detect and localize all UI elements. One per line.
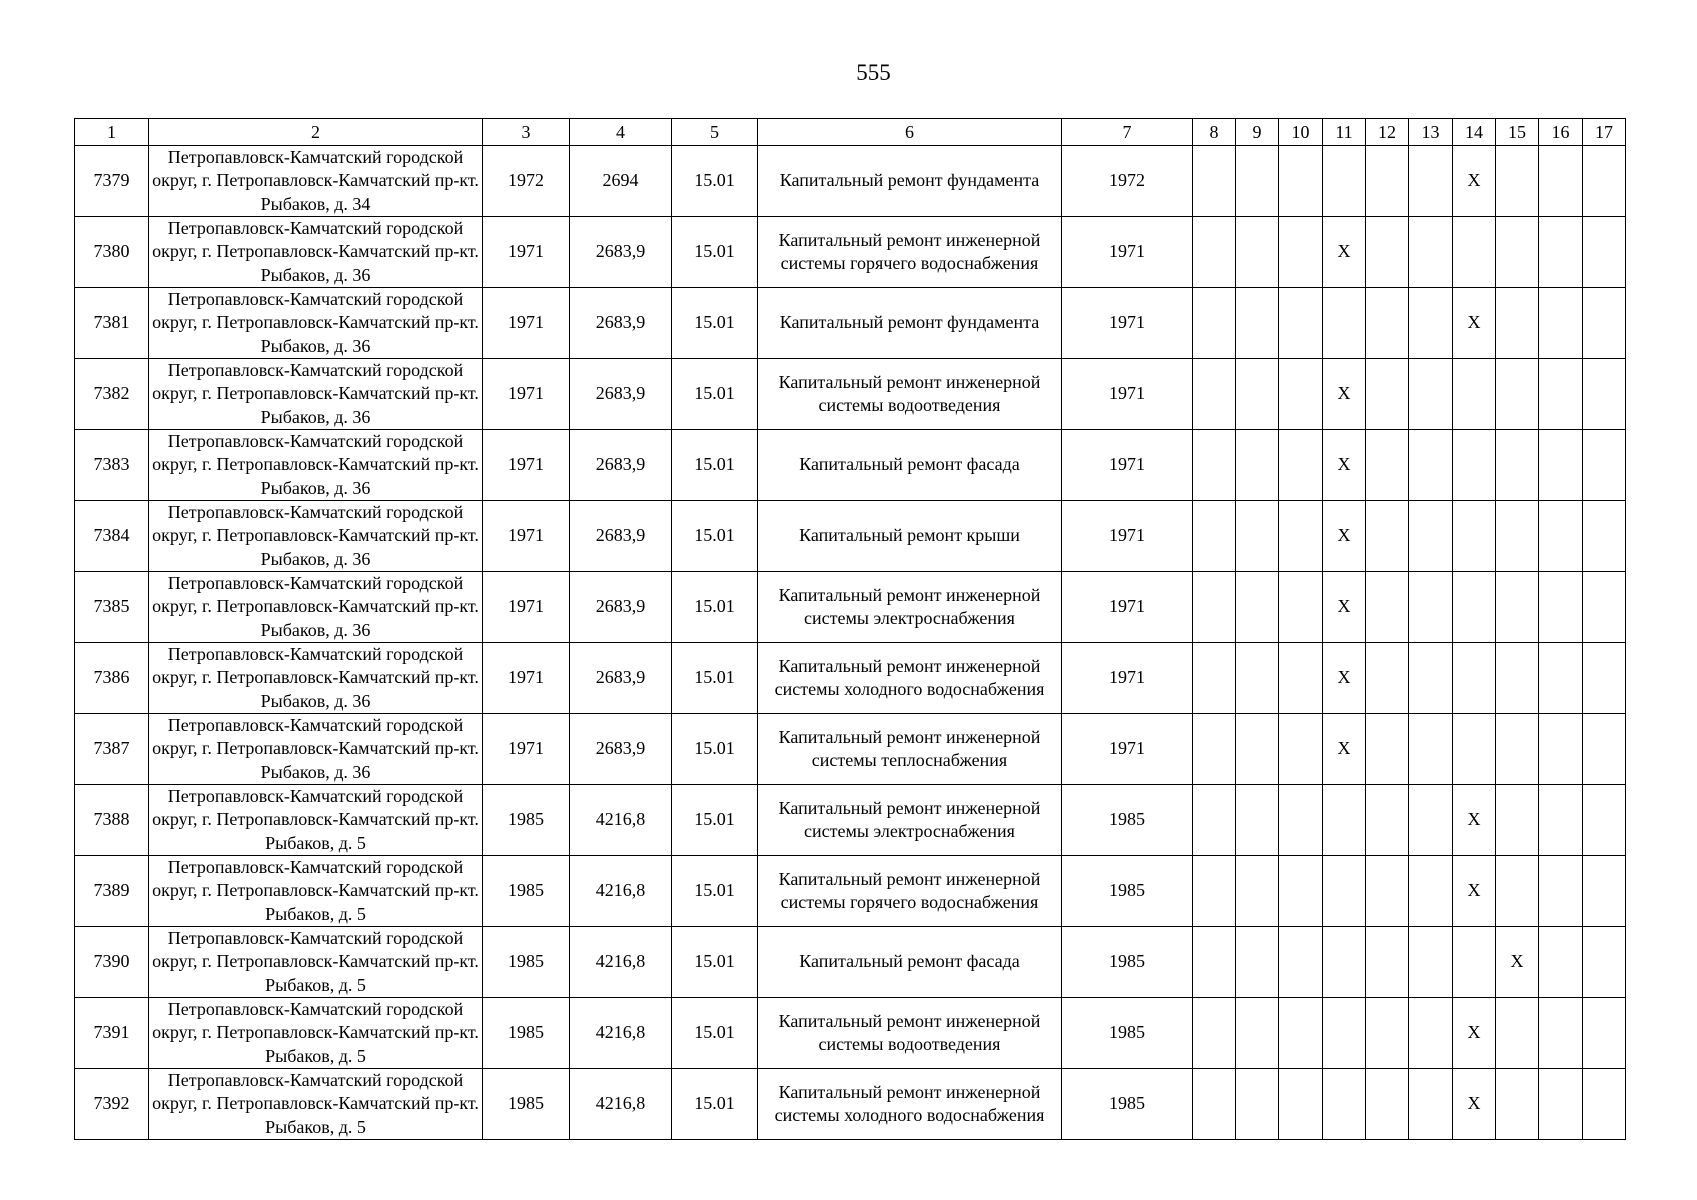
empty-cell [1366, 359, 1409, 430]
row-number-cell: 7390 [75, 927, 149, 998]
table-row [75, 1069, 1626, 1140]
empty-cell [1583, 430, 1626, 501]
row-number-cell: 7388 [75, 785, 149, 856]
work-type-cell: Капитальный ремонт инженерной системы водоотведения [758, 359, 1062, 430]
empty-cell [1539, 1069, 1583, 1140]
capital-repair-table [74, 118, 1626, 1140]
table-row [75, 856, 1626, 927]
year-built-cell: 1971 [483, 288, 570, 359]
empty-cell [1539, 359, 1583, 430]
table-row [75, 572, 1626, 643]
column-header: 6 [758, 119, 1062, 146]
table-row [75, 288, 1626, 359]
row-number-cell: 7379 [75, 146, 149, 217]
column-header: 15 [1496, 119, 1539, 146]
planned-year-cell: 1971 [1062, 430, 1193, 501]
empty-cell [1453, 927, 1496, 998]
code-cell: 15.01 [672, 998, 758, 1069]
empty-cell [1279, 572, 1323, 643]
year-built-cell: 1985 [483, 998, 570, 1069]
column-header: 9 [1236, 119, 1279, 146]
empty-cell [1453, 572, 1496, 643]
row-number-cell: 7384 [75, 501, 149, 572]
planned-year-cell: 1985 [1062, 785, 1193, 856]
empty-cell [1453, 643, 1496, 714]
area-cell: 2694 [570, 146, 672, 217]
year-built-cell: 1971 [483, 359, 570, 430]
table-row [75, 501, 1626, 572]
address-cell: Петропавловск-Камчатский городской округ, г. Петропавловск-Камчатский пр-кт. Рыбаков, д. 5 [149, 785, 483, 856]
empty-cell [1539, 146, 1583, 217]
empty-cell [1453, 359, 1496, 430]
planned-year-cell: 1971 [1062, 572, 1193, 643]
empty-cell [1583, 572, 1626, 643]
empty-cell [1539, 856, 1583, 927]
empty-cell [1236, 217, 1279, 288]
column-header: 3 [483, 119, 570, 146]
empty-cell [1496, 430, 1539, 501]
empty-cell [1583, 1069, 1626, 1140]
row-number-cell: 7380 [75, 217, 149, 288]
empty-cell [1539, 643, 1583, 714]
empty-cell [1366, 288, 1409, 359]
mark-cell: X [1323, 714, 1366, 785]
empty-cell [1279, 430, 1323, 501]
address-cell: Петропавловск-Камчатский городской округ, г. Петропавловск-Камчатский пр-кт. Рыбаков, д. 36 [149, 501, 483, 572]
table-row [75, 714, 1626, 785]
empty-cell [1409, 1069, 1453, 1140]
empty-cell [1193, 501, 1236, 572]
empty-cell [1366, 146, 1409, 217]
address-cell: Петропавловск-Камчатский городской округ, г. Петропавловск-Камчатский пр-кт. Рыбаков, д. 34 [149, 146, 483, 217]
empty-cell [1453, 217, 1496, 288]
year-built-cell: 1985 [483, 1069, 570, 1140]
column-header: 12 [1366, 119, 1409, 146]
mark-cell: X [1453, 146, 1496, 217]
empty-cell [1409, 714, 1453, 785]
empty-cell [1453, 714, 1496, 785]
empty-cell [1279, 146, 1323, 217]
empty-cell [1366, 1069, 1409, 1140]
area-cell: 2683,9 [570, 643, 672, 714]
empty-cell [1539, 998, 1583, 1069]
empty-cell [1323, 998, 1366, 1069]
table-row [75, 785, 1626, 856]
row-number-cell: 7391 [75, 998, 149, 1069]
empty-cell [1539, 714, 1583, 785]
work-type-cell: Капитальный ремонт инженерной системы холодного водоснабжения [758, 643, 1062, 714]
column-header: 11 [1323, 119, 1366, 146]
empty-cell [1279, 714, 1323, 785]
empty-cell [1236, 572, 1279, 643]
empty-cell [1279, 643, 1323, 714]
column-header: 4 [570, 119, 672, 146]
empty-cell [1236, 501, 1279, 572]
planned-year-cell: 1971 [1062, 217, 1193, 288]
table-row [75, 998, 1626, 1069]
table-row [75, 430, 1626, 501]
empty-cell [1279, 217, 1323, 288]
planned-year-cell: 1985 [1062, 1069, 1193, 1140]
empty-cell [1539, 288, 1583, 359]
code-cell: 15.01 [672, 572, 758, 643]
planned-year-cell: 1971 [1062, 288, 1193, 359]
row-number-cell: 7383 [75, 430, 149, 501]
area-cell: 2683,9 [570, 288, 672, 359]
empty-cell [1366, 998, 1409, 1069]
empty-cell [1193, 643, 1236, 714]
column-header: 10 [1279, 119, 1323, 146]
address-cell: Петропавловск-Камчатский городской округ, г. Петропавловск-Камчатский пр-кт. Рыбаков, д. 36 [149, 714, 483, 785]
year-built-cell: 1972 [483, 146, 570, 217]
empty-cell [1279, 288, 1323, 359]
mark-cell: X [1496, 927, 1539, 998]
empty-cell [1366, 785, 1409, 856]
column-header: 5 [672, 119, 758, 146]
work-type-cell: Капитальный ремонт крыши [758, 501, 1062, 572]
mark-cell: X [1323, 643, 1366, 714]
work-type-cell: Капитальный ремонт инженерной системы электроснабжения [758, 572, 1062, 643]
empty-cell [1539, 217, 1583, 288]
work-type-cell: Капитальный ремонт инженерной системы холодного водоснабжения [758, 1069, 1062, 1140]
area-cell: 4216,8 [570, 1069, 672, 1140]
empty-cell [1583, 785, 1626, 856]
mark-cell: X [1323, 359, 1366, 430]
empty-cell [1193, 856, 1236, 927]
year-built-cell: 1985 [483, 856, 570, 927]
empty-cell [1496, 785, 1539, 856]
area-cell: 4216,8 [570, 998, 672, 1069]
address-cell: Петропавловск-Камчатский городской округ, г. Петропавловск-Камчатский пр-кт. Рыбаков, д. 5 [149, 927, 483, 998]
empty-cell [1193, 927, 1236, 998]
empty-cell [1583, 998, 1626, 1069]
row-number-cell: 7392 [75, 1069, 149, 1140]
work-type-cell: Капитальный ремонт инженерной системы водоотведения [758, 998, 1062, 1069]
empty-cell [1583, 146, 1626, 217]
empty-cell [1539, 927, 1583, 998]
column-header: 7 [1062, 119, 1193, 146]
empty-cell [1366, 643, 1409, 714]
code-cell: 15.01 [672, 714, 758, 785]
empty-cell [1236, 714, 1279, 785]
address-cell: Петропавловск-Камчатский городской округ, г. Петропавловск-Камчатский пр-кт. Рыбаков, д. 36 [149, 643, 483, 714]
empty-cell [1496, 572, 1539, 643]
empty-cell [1236, 785, 1279, 856]
empty-cell [1496, 714, 1539, 785]
empty-cell [1236, 288, 1279, 359]
code-cell: 15.01 [672, 927, 758, 998]
planned-year-cell: 1985 [1062, 927, 1193, 998]
empty-cell [1409, 288, 1453, 359]
empty-cell [1236, 927, 1279, 998]
work-type-cell: Капитальный ремонт инженерной системы горячего водоснабжения [758, 217, 1062, 288]
empty-cell [1366, 927, 1409, 998]
empty-cell [1366, 572, 1409, 643]
empty-cell [1193, 785, 1236, 856]
mark-cell: X [1453, 785, 1496, 856]
empty-cell [1193, 217, 1236, 288]
empty-cell [1583, 927, 1626, 998]
year-built-cell: 1971 [483, 217, 570, 288]
area-cell: 2683,9 [570, 359, 672, 430]
table-row [75, 146, 1626, 217]
column-header: 2 [149, 119, 483, 146]
empty-cell [1366, 501, 1409, 572]
column-header: 14 [1453, 119, 1496, 146]
empty-cell [1236, 998, 1279, 1069]
year-built-cell: 1971 [483, 430, 570, 501]
address-cell: Петропавловск-Камчатский городской округ, г. Петропавловск-Камчатский пр-кт. Рыбаков, д. 36 [149, 572, 483, 643]
address-cell: Петропавловск-Камчатский городской округ, г. Петропавловск-Камчатский пр-кт. Рыбаков, д. 5 [149, 1069, 483, 1140]
address-cell: Петропавловск-Камчатский городской округ, г. Петропавловск-Камчатский пр-кт. Рыбаков, д. 5 [149, 856, 483, 927]
table-row [75, 643, 1626, 714]
area-cell: 4216,8 [570, 856, 672, 927]
planned-year-cell: 1971 [1062, 501, 1193, 572]
column-header: 16 [1539, 119, 1583, 146]
empty-cell [1453, 430, 1496, 501]
code-cell: 15.01 [672, 1069, 758, 1140]
empty-cell [1193, 146, 1236, 217]
area-cell: 2683,9 [570, 572, 672, 643]
work-type-cell: Капитальный ремонт фундамента [758, 146, 1062, 217]
empty-cell [1236, 856, 1279, 927]
work-type-cell: Капитальный ремонт инженерной системы электроснабжения [758, 785, 1062, 856]
empty-cell [1583, 217, 1626, 288]
row-number-cell: 7387 [75, 714, 149, 785]
code-cell: 15.01 [672, 430, 758, 501]
empty-cell [1323, 1069, 1366, 1140]
header-row [75, 119, 1626, 146]
year-built-cell: 1971 [483, 643, 570, 714]
empty-cell [1323, 146, 1366, 217]
year-built-cell: 1971 [483, 714, 570, 785]
address-cell: Петропавловск-Камчатский городской округ, г. Петропавловск-Камчатский пр-кт. Рыбаков, д. 36 [149, 359, 483, 430]
code-cell: 15.01 [672, 288, 758, 359]
empty-cell [1539, 501, 1583, 572]
empty-cell [1496, 1069, 1539, 1140]
empty-cell [1409, 146, 1453, 217]
empty-cell [1366, 430, 1409, 501]
empty-cell [1409, 856, 1453, 927]
empty-cell [1366, 856, 1409, 927]
column-header: 8 [1193, 119, 1236, 146]
empty-cell [1539, 785, 1583, 856]
empty-cell [1409, 501, 1453, 572]
empty-cell [1236, 359, 1279, 430]
area-cell: 4216,8 [570, 927, 672, 998]
work-type-cell: Капитальный ремонт инженерной системы теплоснабжения [758, 714, 1062, 785]
empty-cell [1583, 288, 1626, 359]
empty-cell [1236, 146, 1279, 217]
empty-cell [1409, 998, 1453, 1069]
column-header: 13 [1409, 119, 1453, 146]
empty-cell [1193, 572, 1236, 643]
work-type-cell: Капитальный ремонт фундамента [758, 288, 1062, 359]
code-cell: 15.01 [672, 501, 758, 572]
code-cell: 15.01 [672, 146, 758, 217]
empty-cell [1193, 359, 1236, 430]
empty-cell [1323, 288, 1366, 359]
empty-cell [1583, 359, 1626, 430]
address-cell: Петропавловск-Камчатский городской округ, г. Петропавловск-Камчатский пр-кт. Рыбаков, д. 36 [149, 288, 483, 359]
empty-cell [1496, 643, 1539, 714]
empty-cell [1279, 856, 1323, 927]
area-cell: 4216,8 [570, 785, 672, 856]
empty-cell [1496, 288, 1539, 359]
empty-cell [1539, 572, 1583, 643]
planned-year-cell: 1972 [1062, 146, 1193, 217]
page-number: 555 [856, 60, 891, 85]
planned-year-cell: 1971 [1062, 359, 1193, 430]
mark-cell: X [1323, 217, 1366, 288]
empty-cell [1366, 714, 1409, 785]
mark-cell: X [1453, 998, 1496, 1069]
empty-cell [1279, 1069, 1323, 1140]
address-cell: Петропавловск-Камчатский городской округ, г. Петропавловск-Камчатский пр-кт. Рыбаков, д. 36 [149, 217, 483, 288]
code-cell: 15.01 [672, 785, 758, 856]
code-cell: 15.01 [672, 856, 758, 927]
empty-cell [1409, 430, 1453, 501]
empty-cell [1583, 714, 1626, 785]
empty-cell [1496, 998, 1539, 1069]
empty-cell [1279, 501, 1323, 572]
area-cell: 2683,9 [570, 430, 672, 501]
empty-cell [1193, 288, 1236, 359]
empty-cell [1409, 927, 1453, 998]
empty-cell [1236, 430, 1279, 501]
empty-cell [1496, 359, 1539, 430]
mark-cell: X [1323, 501, 1366, 572]
empty-cell [1583, 643, 1626, 714]
empty-cell [1323, 856, 1366, 927]
empty-cell [1193, 430, 1236, 501]
empty-cell [1539, 430, 1583, 501]
empty-cell [1323, 927, 1366, 998]
empty-cell [1236, 643, 1279, 714]
address-cell: Петропавловск-Камчатский городской округ, г. Петропавловск-Камчатский пр-кт. Рыбаков, д. 5 [149, 998, 483, 1069]
empty-cell [1409, 572, 1453, 643]
empty-cell [1409, 643, 1453, 714]
empty-cell [1496, 146, 1539, 217]
row-number-cell: 7382 [75, 359, 149, 430]
empty-cell [1236, 1069, 1279, 1140]
row-number-cell: 7381 [75, 288, 149, 359]
empty-cell [1453, 501, 1496, 572]
year-built-cell: 1971 [483, 501, 570, 572]
empty-cell [1279, 785, 1323, 856]
table-row [75, 927, 1626, 998]
code-cell: 15.01 [672, 643, 758, 714]
mark-cell: X [1453, 1069, 1496, 1140]
planned-year-cell: 1971 [1062, 643, 1193, 714]
empty-cell [1193, 998, 1236, 1069]
row-number-cell: 7389 [75, 856, 149, 927]
year-built-cell: 1985 [483, 785, 570, 856]
year-built-cell: 1985 [483, 927, 570, 998]
code-cell: 15.01 [672, 217, 758, 288]
code-cell: 15.01 [672, 359, 758, 430]
year-built-cell: 1971 [483, 572, 570, 643]
empty-cell [1279, 927, 1323, 998]
mark-cell: X [1323, 430, 1366, 501]
table-row [75, 359, 1626, 430]
empty-cell [1193, 1069, 1236, 1140]
empty-cell [1583, 856, 1626, 927]
table-row [75, 217, 1626, 288]
empty-cell [1193, 714, 1236, 785]
address-cell: Петропавловск-Камчатский городской округ, г. Петропавловск-Камчатский пр-кт. Рыбаков, д. 36 [149, 430, 483, 501]
work-type-cell: Капитальный ремонт фасада [758, 927, 1062, 998]
work-type-cell: Капитальный ремонт фасада [758, 430, 1062, 501]
area-cell: 2683,9 [570, 501, 672, 572]
empty-cell [1279, 359, 1323, 430]
planned-year-cell: 1985 [1062, 856, 1193, 927]
empty-cell [1409, 359, 1453, 430]
empty-cell [1583, 501, 1626, 572]
empty-cell [1496, 501, 1539, 572]
empty-cell [1496, 217, 1539, 288]
area-cell: 2683,9 [570, 714, 672, 785]
work-type-cell: Капитальный ремонт инженерной системы горячего водоснабжения [758, 856, 1062, 927]
mark-cell: X [1323, 572, 1366, 643]
empty-cell [1323, 785, 1366, 856]
empty-cell [1409, 217, 1453, 288]
empty-cell [1279, 998, 1323, 1069]
empty-cell [1409, 785, 1453, 856]
empty-cell [1366, 217, 1409, 288]
area-cell: 2683,9 [570, 217, 672, 288]
mark-cell: X [1453, 856, 1496, 927]
column-header: 1 [75, 119, 149, 146]
empty-cell [1496, 856, 1539, 927]
planned-year-cell: 1971 [1062, 714, 1193, 785]
row-number-cell: 7385 [75, 572, 149, 643]
planned-year-cell: 1985 [1062, 998, 1193, 1069]
row-number-cell: 7386 [75, 643, 149, 714]
mark-cell: X [1453, 288, 1496, 359]
column-header: 17 [1583, 119, 1626, 146]
